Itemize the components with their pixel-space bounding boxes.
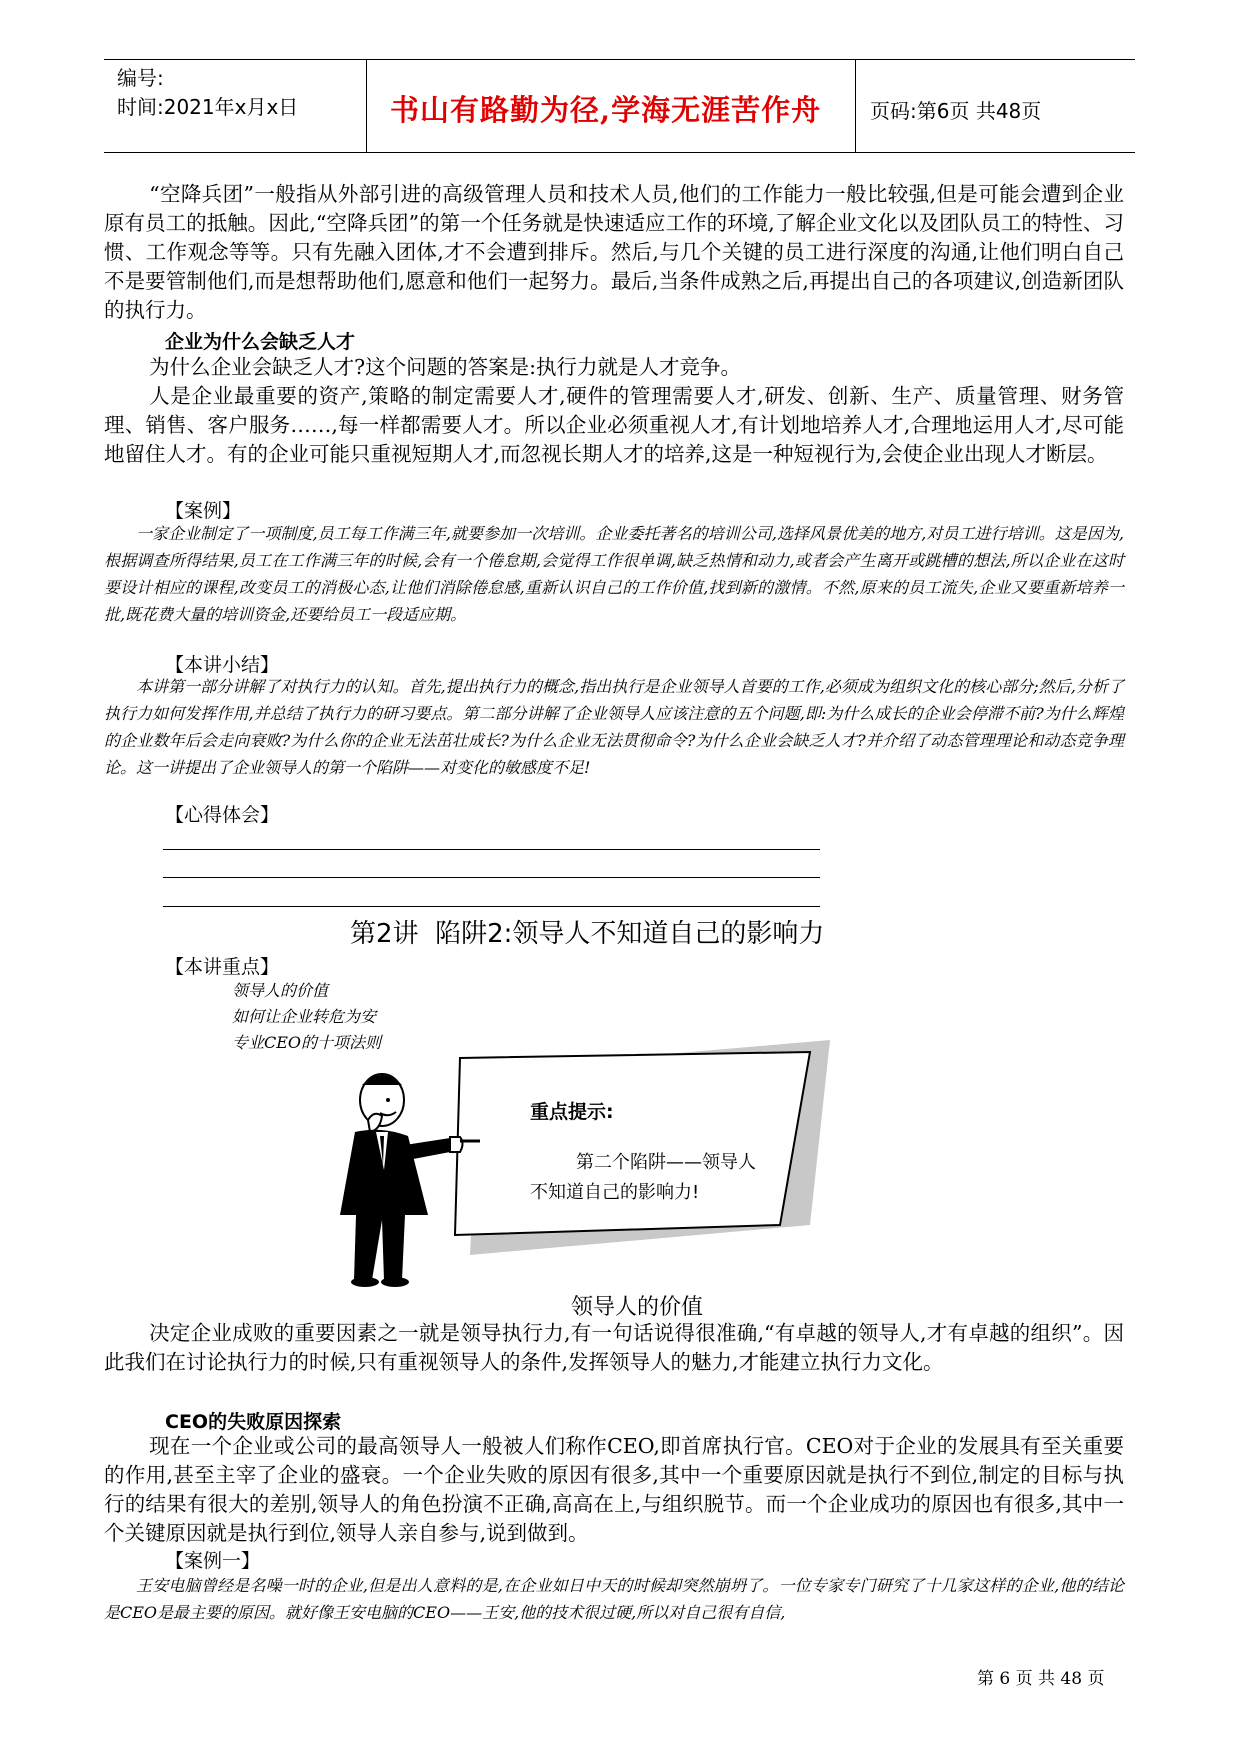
footer-page-number: 第 6 页 共 48 页 (977, 1669, 1105, 1689)
focus-item: 领导人的价值 (232, 981, 329, 1000)
header-number-label: 编号: (117, 66, 164, 90)
header-divider-right (855, 59, 856, 153)
insight-label: 【心得体会】 (165, 804, 280, 826)
tip-title: 重点提示: (530, 1101, 614, 1123)
insight-line-1 (163, 849, 820, 850)
tip-line-2: 不知道自己的影响力! (530, 1182, 700, 1203)
section-title-leader-value: 领导人的价值 (571, 1295, 704, 1320)
paragraph-leader-value: 决定企业成败的重要因素之一就是领导执行力,有一句话说得很准确,“有卓越的领导人,才有卓越的组织”。因此我们在讨论执行力的时候,只有重视领导人的条件,发挥领导人的魅力,才能建立执行力文化。 (104, 1321, 1124, 1374)
header-motto: 书山有路勤为径,学海无涯苦作舟 (390, 93, 822, 127)
header-time-label: 时间:2021年x月x日 (117, 95, 299, 119)
focus-item: 如何让企业转危为安 (232, 1007, 377, 1026)
header-top-border (104, 59, 1135, 60)
insight-line-3 (163, 906, 820, 907)
summary-text: 本讲第一部分讲解了对执行力的认知。首先,提出执行力的概念,指出执行是企业领导人首要的工作,必须成为组织文化的核心部分;然后,分析了执行力如何发挥作用,并总结了执行力的研习要点。第二部分讲解了企业领导人应该注意的五个问题,即:为什么成长的企业会停滞不前?为什么辉煌的企业数年后会走向衰败?为什么你的企业无法茁壮成长?为什么企业无法贯彻命令?为什么企业会缺乏人才?并介绍了动态管理理论和动态竞争理论。这一讲提出了企业领导人的第一个陷阱——对变化的敏感度不足! (104, 677, 1124, 777)
paragraph-talent-question: 为什么企业会缺乏人才?这个问题的答案是:执行力就是人才竞争。 (149, 355, 741, 379)
header-page-label: 页码:第6页 共48页 (870, 99, 1042, 123)
case1-label: 【案例一】 (165, 1550, 261, 1572)
case-label: 【案例】 (165, 500, 242, 522)
case1-text: 王安电脑曾经是名噪一时的企业,但是出人意料的是,在企业如日中天的时候却突然崩坍了。一位专家专门研究了十几家这样的企业,他的结论是CEO是最主要的原因。就好像王安电脑的CEO——王安,他的技术很过硬,所以对自己很有自信, (104, 1576, 1124, 1622)
heading-ceo-failure: CEO的失败原因探索 (165, 1411, 342, 1433)
lecture-title: 第2讲 陷阱2:领导人不知道自己的影响力 (350, 919, 825, 949)
paragraph-talent-importance: 人是企业最重要的资产,策略的制定需要人才,硬件的管理需要人才,研发、创新、生产、质量管理、财务管理、销售、客户服务……,每一样都需要人才。所以企业必须重视人才,有计划地培养人才,合理地运用人才,尽可能地留住人才。有的企业可能只重视短期人才,而忽视长期人才的培养,这是一种短视行为,会使企业出现人才断层。 (104, 384, 1124, 466)
paragraph-ceo: 现在一个企业或公司的最高领导人一般被人们称作CEO,即首席执行官。CEO对于企业的发展具有至关重要的作用,甚至主宰了企业的盛衰。一个企业失败的原因有很多,其中一个重要原因就是执行不到位,制定的目标与执行的结果有很大的差别,领导人的角色扮演不正确,高高在上,与组织脱节。而一个企业成功的原因也有很多,其中一个关键原因就是执行到位,领导人亲自参与,说到做到。 (104, 1434, 1124, 1545)
case-text: 一家企业制定了一项制度,员工每工作满三年,就要参加一次培训。企业委托著名的培训公司,选择风景优美的地方,对员工进行培训。这是因为,根据调查所得结果,员工在工作满三年的时候,会有一个倦怠期,会觉得工作很单调,缺乏热情和动力,或者会产生离开或跳槽的想法,所以企业在这时要设计相应的课程,改变员工的消极心态,让他们消除倦怠感,重新认识自己的工作价值,找到新的激情。不然,原来的员工流失,企业又要重新培养一批,既花费大量的培训资金,还要给员工一段适应期。 (104, 524, 1124, 624)
tip-board (455, 1052, 810, 1235)
header-divider-left (366, 59, 367, 153)
header-bottom-border (104, 152, 1135, 153)
insight-line-2 (163, 877, 820, 878)
heading-lack-of-talent: 企业为什么会缺乏人才 (165, 331, 356, 353)
focus-label: 【本讲重点】 (165, 956, 280, 978)
paragraph-airborne-team: “空降兵团”一般指从外部引进的高级管理人员和技术人员,他们的工作能力一般比较强,但是可能会遭到企业原有员工的抵触。因此,“空降兵团”的第一个任务就是快速适应工作的环境,了解企业文化以及团队员工的特性、习惯、工作观念等等。只有先融入团体,才不会遭到排斥。然后,与几个关键的员工进行深度的沟通,让他们明白自己不是要管制他们,而是想帮助他们,愿意和他们一起努力。最后,当条件成熟之后,再提出自己的各项建议,创造新团队的执行力。 (104, 182, 1124, 322)
summary-label: 【本讲小结】 (165, 654, 280, 676)
focus-item: 专业CEO的十项法则 (232, 1033, 382, 1052)
tip-line-1: 第二个陷阱——领导人 (576, 1152, 756, 1173)
